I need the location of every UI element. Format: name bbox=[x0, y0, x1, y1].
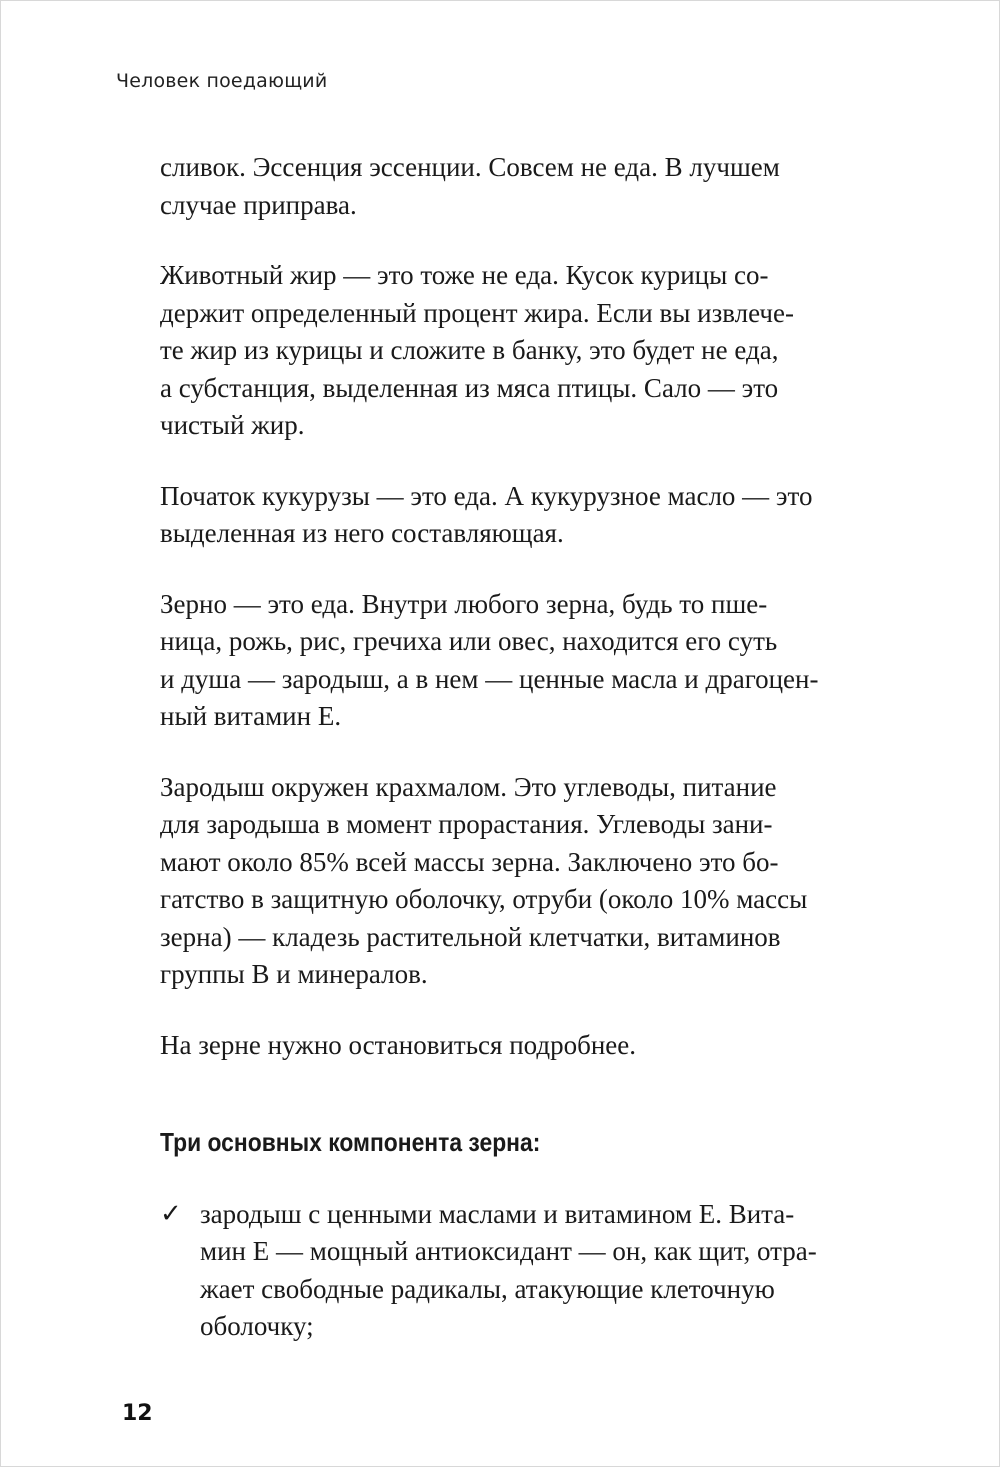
text-line: Зерно — это еда. Внутри любого зерна, будь то пше- bbox=[160, 588, 768, 619]
text-line: а субстанция, выделенная из мяса птицы. Сало — это bbox=[160, 372, 779, 403]
text-line: для зародыша в момент прорастания. Углеводы зани- bbox=[160, 809, 773, 839]
paragraph-2 bbox=[160, 257, 880, 445]
text-line: зерна) — кладезь растительной клетчатки, витаминов bbox=[160, 921, 781, 952]
checkmark-icon: ✓ bbox=[160, 1198, 182, 1229]
text-line: Зародыш окружен крахмалом. Это углеводы, питание bbox=[160, 771, 777, 802]
section-heading: Три основных компонента зерна: bbox=[160, 1127, 541, 1157]
text-line: На зерне нужно остановиться подробнее. bbox=[160, 1029, 637, 1060]
paragraph-3 bbox=[160, 478, 880, 553]
body-text bbox=[160, 149, 880, 1346]
text-line: Початок кукурузы — это еда. А кукурузное масло — это bbox=[160, 480, 813, 511]
running-header: Человек поедающий bbox=[116, 70, 328, 92]
text-line: гатство в защитную оболочку, отруби (около 10% массы bbox=[160, 884, 808, 914]
text-line: ница, рожь, рис, гречиха или овес, находится его суть bbox=[160, 626, 778, 656]
component-list bbox=[160, 1196, 880, 1346]
paragraph-4 bbox=[160, 586, 880, 736]
text-line: зародыш с ценными маслами и витамином Е. Вита- bbox=[200, 1198, 795, 1229]
text-line: Животный жир — это тоже не еда. Кусок курицы со- bbox=[160, 260, 769, 290]
text-line: сливок. Эссенция эссенции. Совсем не еда. В лучшем bbox=[160, 152, 780, 182]
text-line: жает свободные радикалы, атакующие клеточную bbox=[200, 1273, 775, 1304]
text-line: ный витамин Е. bbox=[160, 701, 342, 731]
text-line: и душа — зародыш, а в нем — ценные масла и драгоцен- bbox=[160, 663, 819, 694]
text-line: выделенная из него составляющая. bbox=[160, 518, 564, 548]
paragraph-5 bbox=[160, 769, 880, 994]
text-line: случае приправа. bbox=[160, 189, 357, 220]
page-number: 12 bbox=[122, 1401, 153, 1426]
text-line: группы В и минералов. bbox=[160, 959, 428, 989]
list-item bbox=[160, 1196, 880, 1346]
text-line: держит определенный процент жира. Если вы извлече- bbox=[160, 297, 794, 328]
text-line: те жир из курицы и сложите в банку, это будет не еда, bbox=[160, 335, 779, 365]
paragraph-1 bbox=[160, 149, 880, 224]
text-line: чистый жир. bbox=[160, 410, 305, 440]
text-line: оболочку; bbox=[200, 1311, 314, 1341]
text-line: мают около 85% всей массы зерна. Заключено это бо- bbox=[160, 846, 779, 877]
text-line: мин Е — мощный антиоксидант — он, как щит, отра- bbox=[200, 1236, 817, 1266]
paragraph-6 bbox=[160, 1027, 880, 1065]
